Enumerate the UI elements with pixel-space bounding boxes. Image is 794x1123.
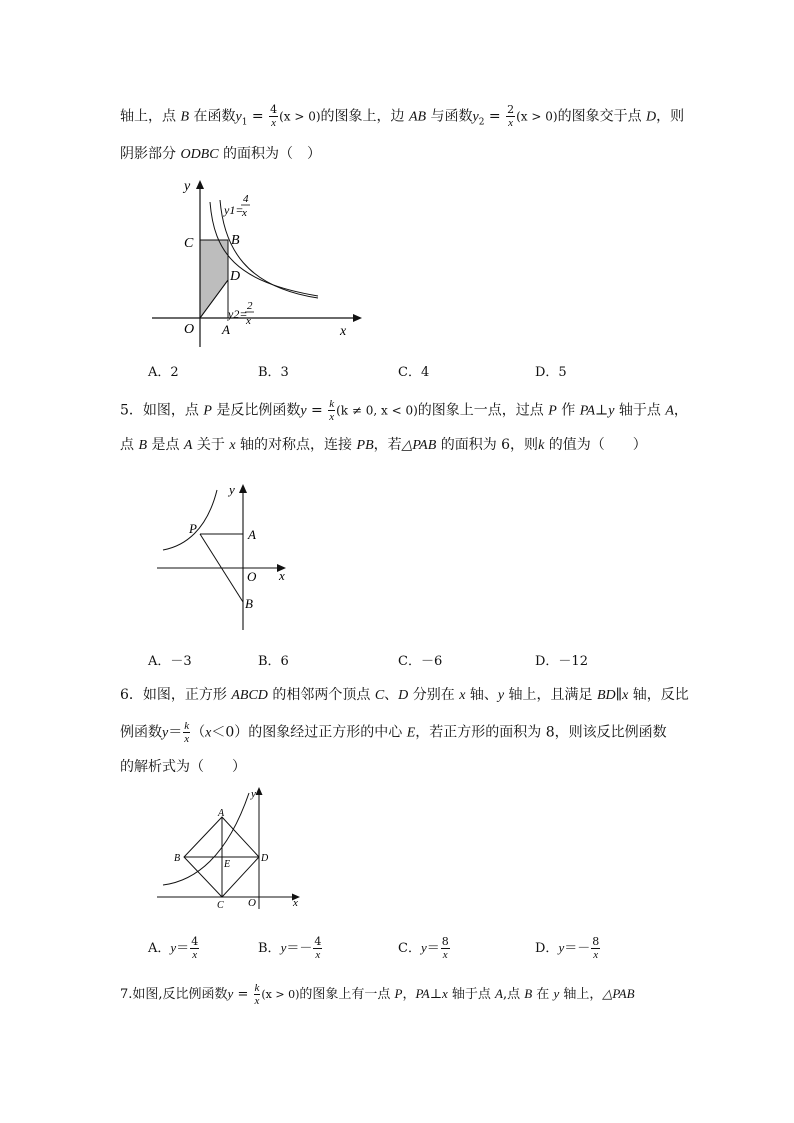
label-x-axis: x — [340, 324, 347, 339]
x-axis-arrow — [353, 314, 362, 322]
y-axis-arrow — [196, 180, 204, 189]
q6-option-c[interactable]: C．y＝ $\frac{8}{x}$ — [398, 935, 449, 961]
label-c: C — [184, 236, 194, 251]
label-d: D — [261, 853, 269, 864]
label-y1-eq: y1= — [224, 203, 244, 217]
label-c: C — [217, 900, 224, 911]
q5-option-a[interactable]: A．－3 — [148, 654, 192, 669]
label-a: A — [222, 322, 230, 337]
q4-option-d[interactable]: D．5 — [535, 365, 567, 380]
label-o: O — [248, 897, 256, 909]
label-y-axis: y — [251, 788, 256, 800]
label-y1-den: x — [242, 207, 247, 219]
label-b: B — [231, 233, 240, 248]
q6-line2: 例函数y＝ $\frac{k}{x}$ （x＜0）的图象经过正方形的中心 E，若正方形的面积为 8，则该反比例函数 — [120, 720, 667, 745]
curve-k-over-x — [163, 490, 217, 550]
label-b: B — [174, 853, 181, 864]
q5-line2: 点 B 是点 A 关于 x 轴的对称点，连接 PB，若△PAB 的面积为 6，则k 的值为（ ） — [120, 437, 647, 453]
fraction-4-over-x: $\frac{4}{x}$ — [270, 103, 278, 129]
fraction-k-over-x: $\frac{k}{x}$ — [329, 398, 335, 423]
q6-option-b[interactable]: B．y＝－ $\frac{4}{x}$ — [258, 935, 322, 961]
fraction-k-over-x: $\frac{k}{x}$ — [254, 982, 260, 1007]
label-d: D — [230, 269, 241, 284]
label-p: P — [189, 521, 197, 536]
label-y2-den: x — [246, 315, 251, 327]
q5-option-b[interactable]: B．6 — [258, 654, 289, 669]
fraction-k-over-x: $\frac{k}{x}$ — [184, 720, 190, 745]
label-x-axis: x — [293, 897, 298, 909]
y-axis-arrow — [239, 484, 247, 493]
label-x-axis: x — [279, 568, 285, 583]
y-axis-arrow — [256, 787, 263, 795]
q4-figure — [150, 172, 370, 347]
q6-line3: 的解析式为（ ） — [120, 759, 246, 775]
q5-line1: 5．如图，点 P 是反比例函数y = $\frac{k}{x}$ (k ≠ 0, x < 0)的图象上一点，过点 P 作 PA⊥y 轴于点 A， — [120, 398, 688, 423]
label-y-axis: y — [229, 482, 235, 497]
q5-option-d[interactable]: D．－12 — [535, 654, 588, 669]
label-y-axis: y — [184, 179, 191, 194]
shaded-region-odbc — [200, 240, 228, 318]
q4-option-a[interactable]: A．2 — [148, 365, 179, 380]
q4-line2: 阴影部分 ODBC 的面积为（ ） — [120, 146, 322, 162]
q6-line1: 6．如图，正方形 ABCD 的相邻两个顶点 C、D 分别在 x 轴、y 轴上，且满足 BD∥x 轴，反比 — [120, 687, 689, 703]
q6-option-a[interactable]: A．y＝ $\frac{4}{x}$ — [148, 935, 199, 961]
label-y2-num: 2 — [247, 300, 253, 312]
label-e: E — [224, 859, 231, 870]
label-o: O — [247, 569, 257, 584]
curve-k-over-x — [163, 793, 249, 885]
label-y2-eq: y2= — [228, 307, 248, 321]
label-o: O — [184, 322, 195, 337]
label-a: A — [218, 808, 225, 819]
q6-figure — [155, 785, 305, 910]
label-y1-num: 4 — [243, 193, 249, 205]
label-a: A — [248, 527, 256, 542]
q5-option-c[interactable]: C．－6 — [398, 654, 443, 669]
q4-option-b[interactable]: B．3 — [258, 365, 289, 380]
q6-option-d[interactable]: D．y＝－ $\frac{8}{x}$ — [535, 935, 600, 961]
q7-line1: 7.如图,反比例函数y = $\frac{k}{x}$ (x > 0)的图象上有一点 P，PA⊥x 轴于点 A,点 B 在 y 轴上，△PAB — [120, 982, 635, 1007]
fraction-2-over-x: $\frac{2}{x}$ — [507, 103, 515, 129]
q4-option-c[interactable]: C．4 — [398, 365, 430, 380]
q5-figure — [155, 480, 295, 630]
label-b: B — [245, 596, 253, 611]
q4-line1: 轴上，点 B 在函数$y_1$ = $\frac{4}{x}$ (x > 0)的图象上，边 AB 与函数$y_2$ = $\frac{2}{x}$ (x > 0)的图象交于点 D，则 — [120, 103, 685, 129]
